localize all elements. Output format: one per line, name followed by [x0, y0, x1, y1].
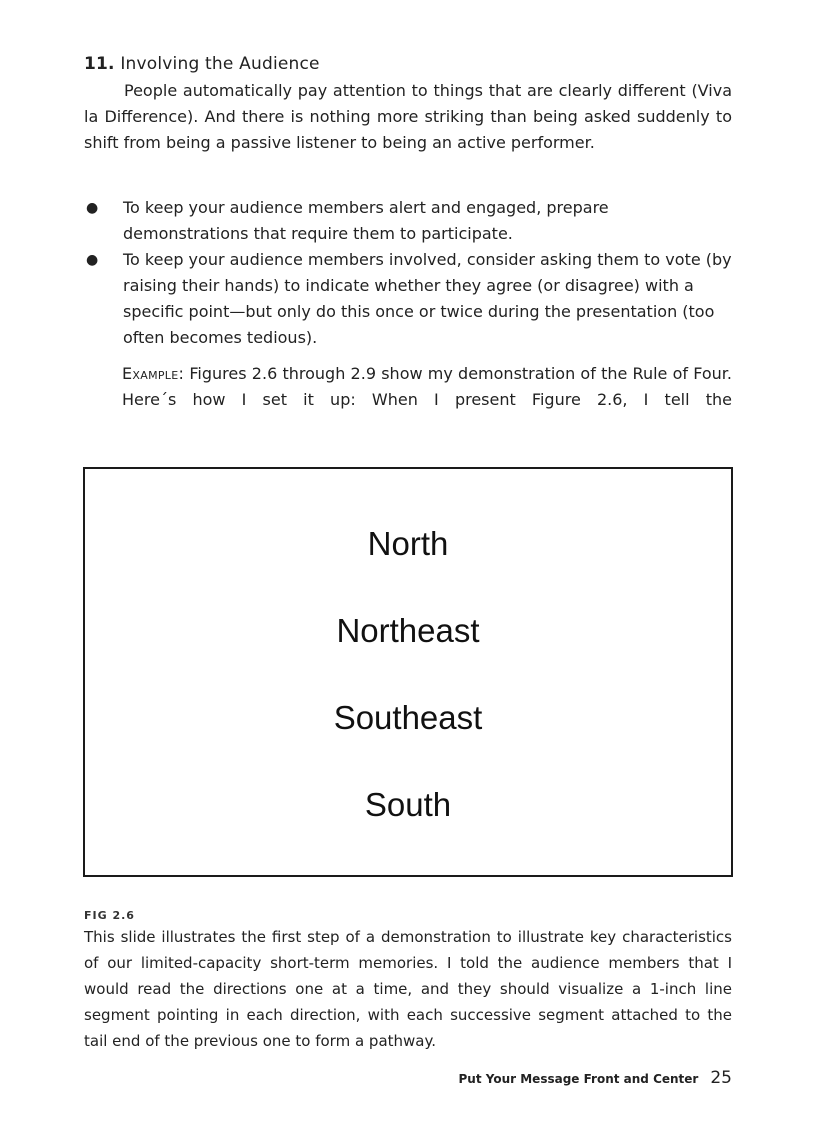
figure-slide — [83, 467, 733, 877]
running-title: Put Your Message Front and Center — [458, 1072, 699, 1086]
direction-northeast: Northeast — [336, 612, 480, 649]
bullet-item — [84, 195, 734, 247]
direction-north: North — [367, 525, 449, 562]
bullet-text: To keep your audience members involved, consider asking them to vote (by raising their hands) to indicate whether they agree (or disagree) with a specific point—but only do this once or twice during the presentation (too often becomes tedious). — [123, 250, 732, 347]
intro-paragraph: People automatically pay attention to things that are clearly different (Viva la Difference). And there is nothing more striking than being asked suddenly to shift from being a passive listener to being an active performer. — [84, 81, 732, 152]
page-number: 25 — [710, 1068, 732, 1088]
section-number: 11. — [84, 54, 115, 74]
figure-caption: This slide illustrates the first step of a demonstration to illustrate key characteristics of our limited-capacity short-term memories. I told the audience members that I would read the directions one at a time, and they should visualize a 1-inch line segment pointing in each direction, with each successive segment attached to the tail end of the previous one to form a pathway. — [84, 928, 732, 1050]
bullet-list — [84, 195, 734, 351]
section-title: Involving the Audience — [120, 54, 320, 74]
page-footer — [459, 1068, 732, 1088]
direction-southeast: Southeast — [333, 699, 483, 736]
example-text: Figures 2.6 through 2.9 show my demonstration of the Rule of Four. Here´s how I set it up: When I present Figure 2.6, I tell the — [122, 364, 732, 409]
section-heading — [84, 54, 320, 74]
figure-label: FIG 2.6 — [84, 909, 135, 922]
example-paragraph — [122, 361, 732, 413]
bullet-icon: ● — [86, 252, 99, 268]
direction-south: South — [364, 786, 452, 823]
bullet-icon: ● — [86, 200, 99, 216]
bullet-item — [84, 247, 734, 351]
bullet-text: To keep your audience members alert and engaged, prepare demonstrations that require them to participate. — [123, 198, 609, 243]
example-lead: Example: — [122, 364, 185, 383]
